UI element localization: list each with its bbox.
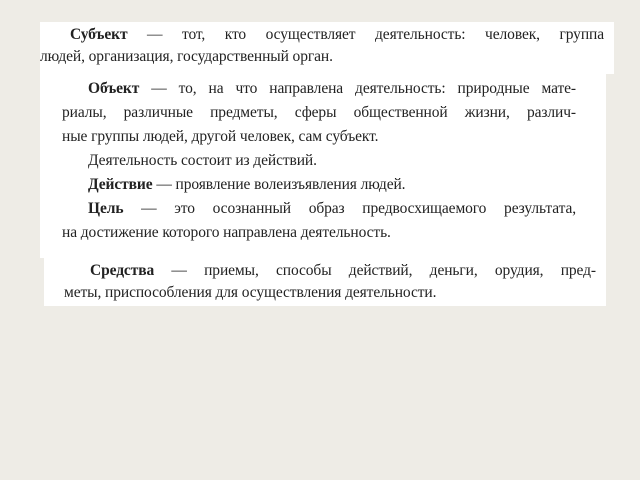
term-action: Действие xyxy=(88,176,153,193)
term-subject: Субъект xyxy=(70,26,128,43)
object-line-2: риалы, различные предметы, сферы общественной жизни, различ- xyxy=(62,104,576,121)
object-line-1: Объект — то, на что направлена деятельность: природные мате- xyxy=(88,80,576,97)
goal-line-2: на достижение которого направлена деятельность. xyxy=(62,224,391,241)
term-means: Средства xyxy=(90,262,155,279)
scan-subject xyxy=(40,22,614,74)
object-line-3: ные группы людей, другой человек, сам субъект. xyxy=(62,128,379,145)
activity-line: Деятельность состоит из действий. xyxy=(88,152,317,169)
term-object: Объект xyxy=(88,80,140,97)
means-line-2: меты, приспособления для осуществления деятельности. xyxy=(64,284,437,301)
term-goal: Цель xyxy=(88,200,124,217)
subject-line-2: людей, организация, государственный орган. xyxy=(40,48,333,65)
subject-line-1: Субъект — тот, кто осуществляет деятельность: человек, группа xyxy=(70,26,604,43)
means-line-1: Средства — приемы, способы действий, деньги, орудия, пред- xyxy=(90,262,596,279)
action-line: Действие — проявление волеизъявления людей. xyxy=(88,176,406,193)
scan-means xyxy=(44,258,606,306)
goal-line-1: Цель — это осознанный образ предвосхищаемого результата, xyxy=(88,200,576,217)
scan-object xyxy=(40,72,606,258)
